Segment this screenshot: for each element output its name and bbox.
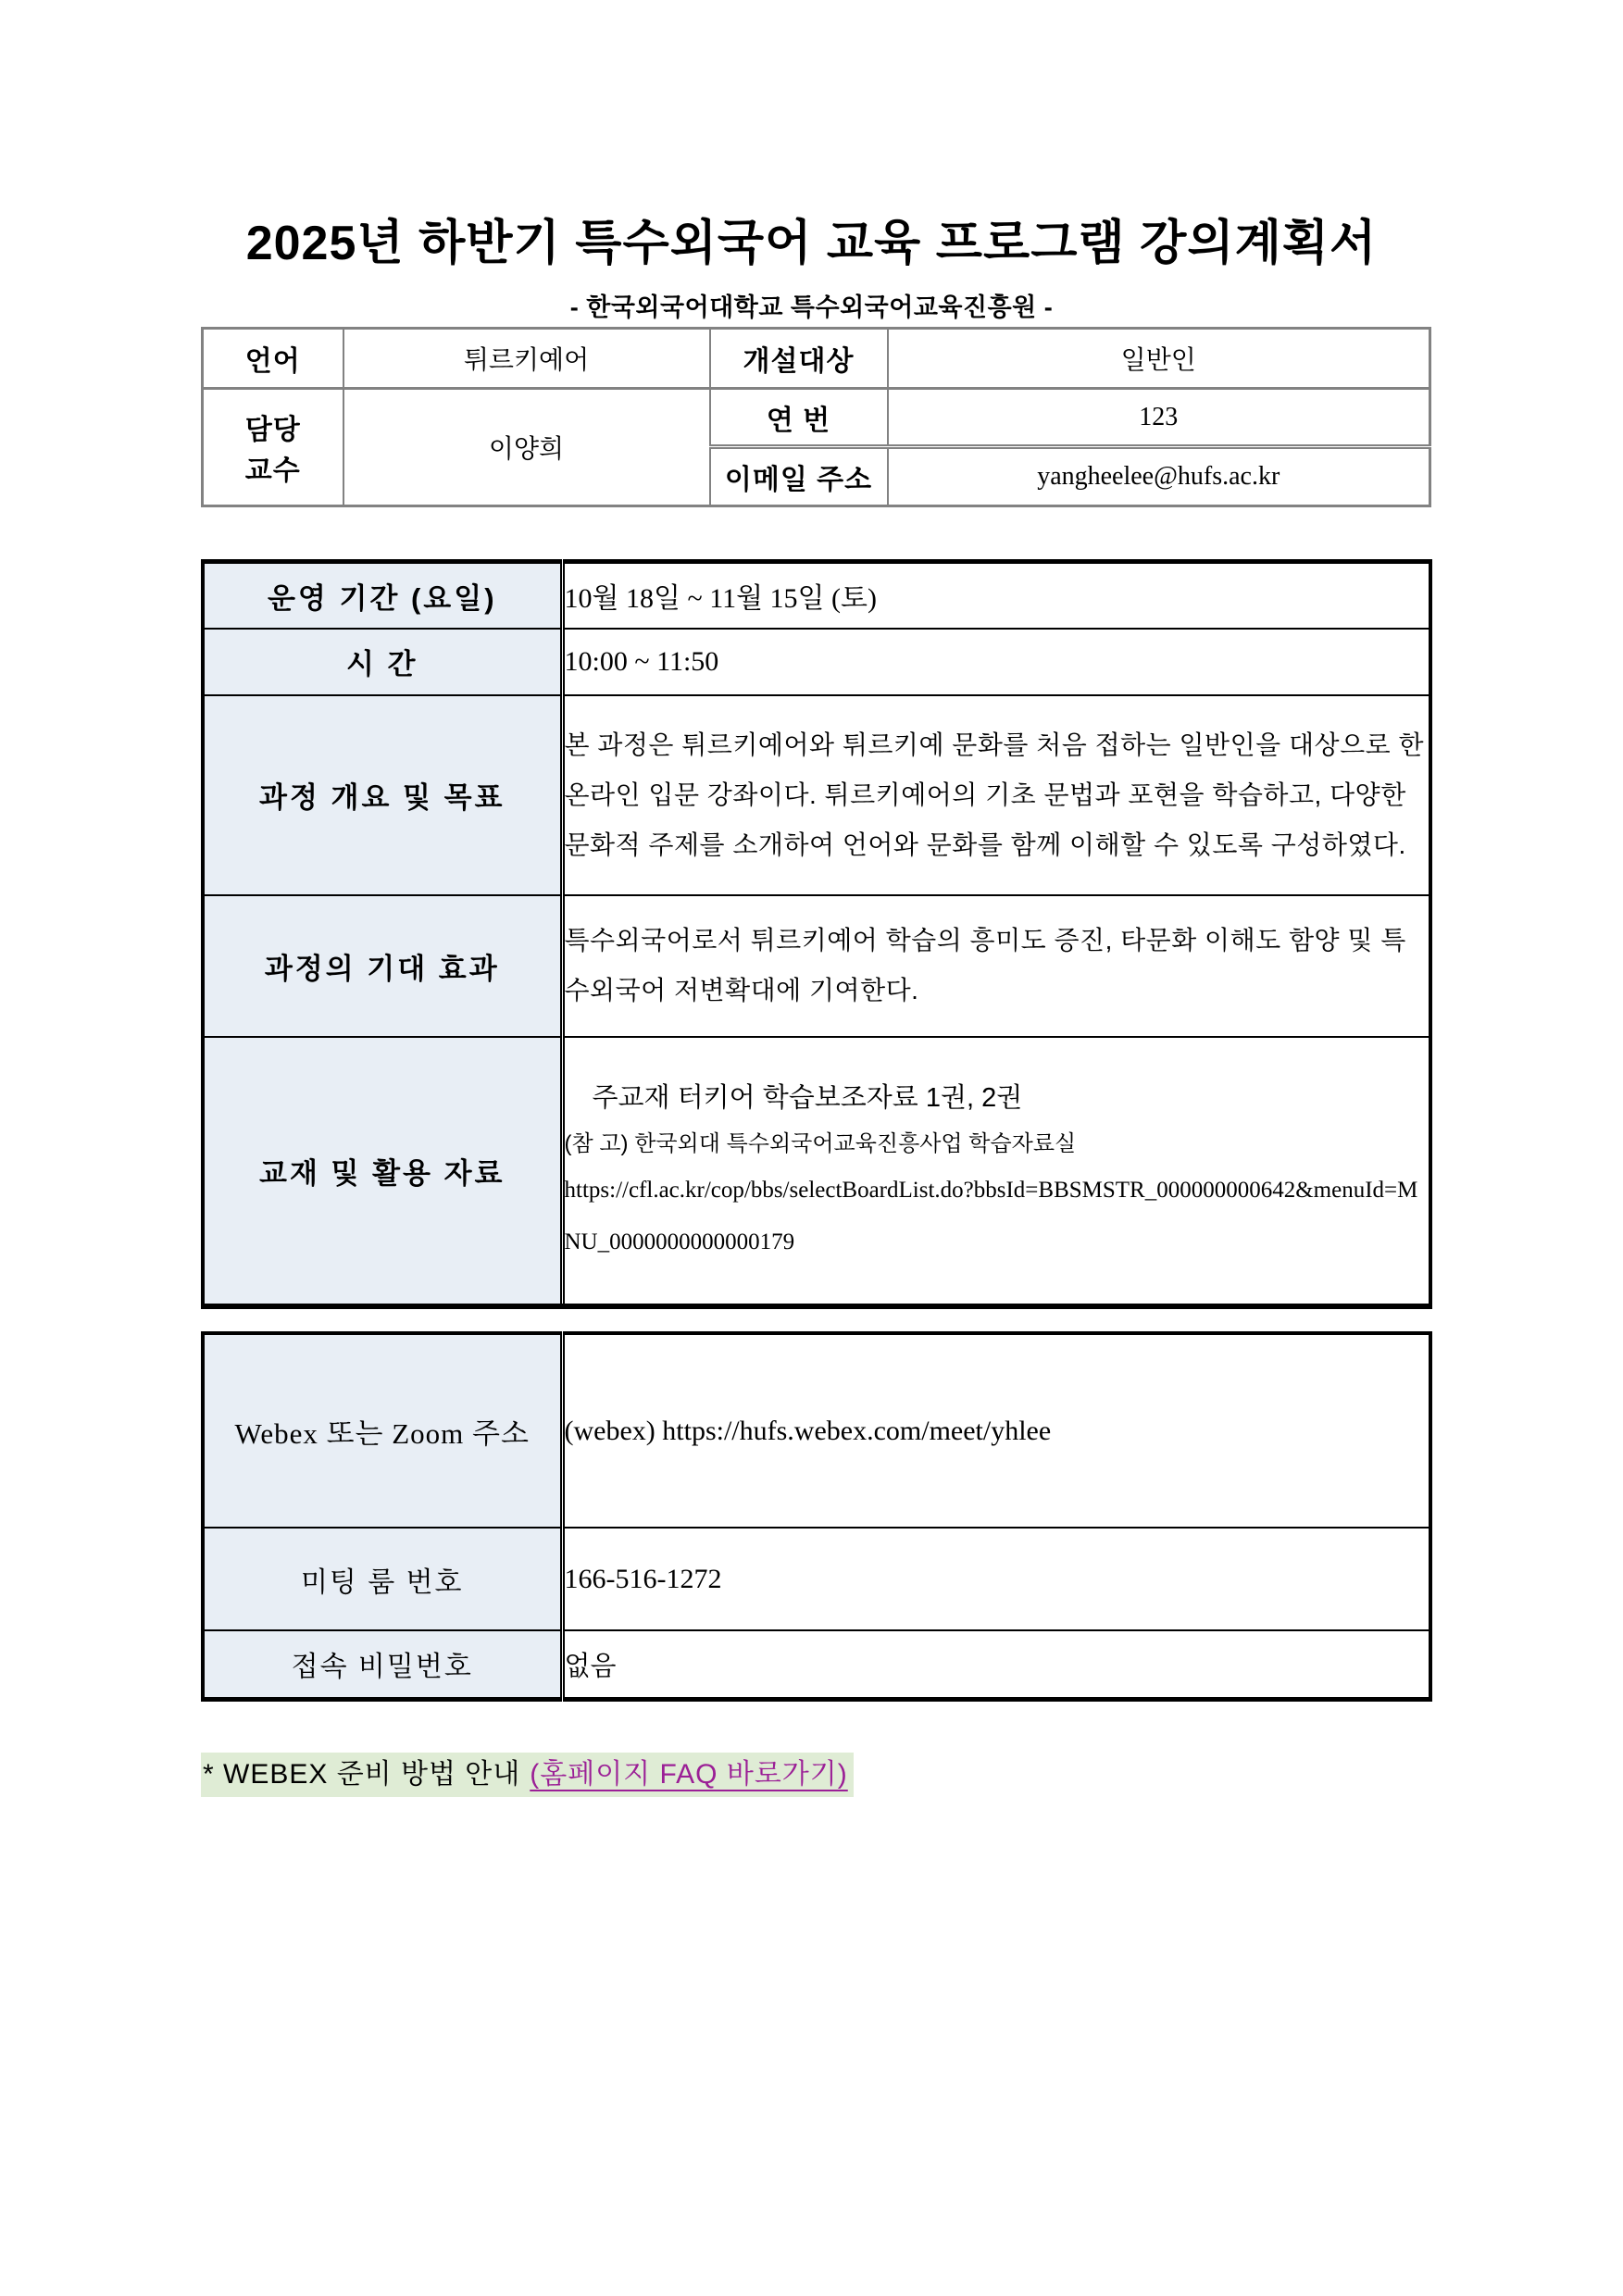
materials-main-text: 주교재 터키어 학습보조자료 1권, 2권 [592,1083,1023,1113]
table-row [203,1528,1430,1630]
meeting-room-number-value: 166-516-1272 [562,1528,1430,1630]
page-subtitle: - 한국외국어대학교 특수외국어교육진흥원 - [569,293,1054,321]
materials-value [562,1037,1430,1306]
table-row [203,389,1430,447]
email-label: 이메일 주소 [710,447,888,506]
webex-guide-note [201,1753,854,1797]
materials-url-link[interactable]: https://cfl.ac.kr/cop/bbs/selectBoardList.do?bbsId=BBSMSTR_000000000642&menuId=MNU_0000000000000179 [564,1178,1418,1254]
webex-zoom-address-label: Webex 또는 Zoom 주소 [203,1333,562,1528]
professor-label-line2: 교수 [244,455,301,486]
language-value: 튀르키예어 [343,329,710,389]
serial-number-label: 연 번 [710,389,888,447]
table-row [203,1037,1430,1306]
materials-label: 교재 및 활용 자료 [203,1037,562,1306]
course-overview-value: 본 과정은 튀르키예어와 튀르키예 문화를 처음 접하는 일반인을 대상으로 한 온라인 입문 강좌이다. 튀르키예어의 기초 문법과 포현을 학습하고, 다양한 문화적 주제를 소개하여 언어와 문화를 함께 이해할 수 있도록 구성하였다. [562,695,1430,895]
professor-label [203,389,343,506]
table-row [203,629,1430,695]
time-value: 10:00 ~ 11:50 [562,629,1430,695]
webex-guide-text: * WEBEX 준비 방법 안내 [203,1759,521,1790]
table-row [203,895,1430,1037]
homepage-faq-link[interactable]: (홈페이지 FAQ 바로가기) [530,1759,848,1790]
info-table [201,327,1431,507]
table-row [203,329,1430,389]
page-title: 2025년 하반기 특수외국어 교육 프로그램 강의계획서 [245,217,1378,270]
expected-effects-value: 특수외국어로서 튀르키예어 학습의 흥미도 증진, 타문화 이해도 함양 및 특수외국어 저변확대에 기여한다. [562,895,1430,1037]
professor-value: 이양희 [343,389,710,506]
meeting-room-number-label: 미팅 룸 번호 [203,1528,562,1630]
expected-effects-label: 과정의 기대 효과 [203,895,562,1037]
meeting-table [201,1331,1432,1702]
target-value: 일반인 [888,329,1430,389]
serial-number-value: 123 [888,389,1430,447]
access-password-label: 접속 비밀번호 [203,1630,562,1699]
course-overview-label: 과정 개요 및 목표 [203,695,562,895]
table-row [203,562,1430,629]
materials-reference-text: (참 고) 한국외대 특수외국어교육진흥사업 학습자료실 [564,1131,1077,1156]
access-password-value: 없음 [562,1630,1430,1699]
table-row [203,1630,1430,1699]
operating-period-value: 10월 18일 ~ 11월 15일 (토) [562,562,1430,629]
professor-label-line1: 담당 [244,415,301,445]
time-label: 시 간 [203,629,562,695]
webex-zoom-address-link[interactable]: (webex) https://hufs.webex.com/meet/yhlee [562,1333,1430,1528]
operating-period-label: 운영 기간 (요일) [203,562,562,629]
email-value: yangheelee@hufs.ac.kr [888,447,1430,506]
table-row [203,695,1430,895]
target-label: 개설대상 [710,329,888,389]
language-label: 언어 [203,329,343,389]
course-table [201,559,1432,1309]
table-row [203,1333,1430,1528]
